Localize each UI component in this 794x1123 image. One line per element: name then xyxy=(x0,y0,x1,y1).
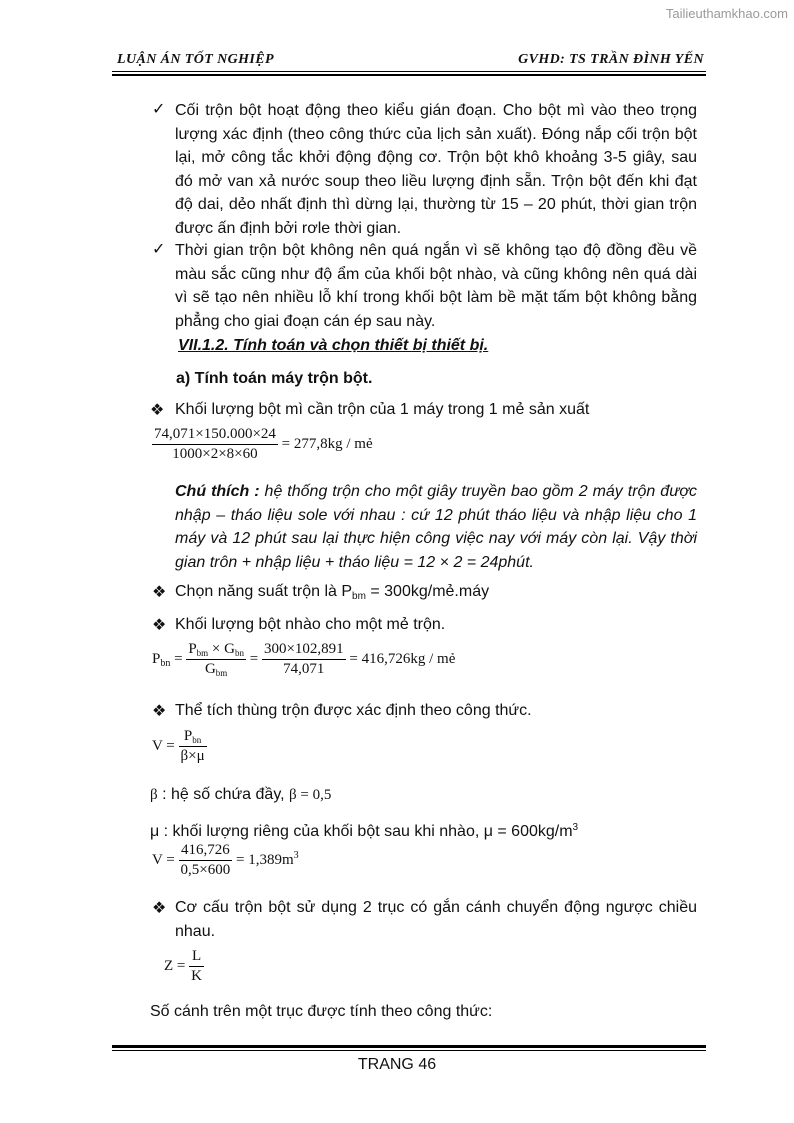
header-left: LUẬN ÁN TỐT NGHIỆP xyxy=(117,52,274,67)
note-label: Chú thích : xyxy=(175,483,260,500)
diamond-bullet-icon: ❖ xyxy=(152,900,167,917)
item-5-text: Cơ cấu trộn bột sử dụng 2 trục có gắn cánh chuyển động ngược chiều nhau. xyxy=(175,899,697,940)
formula-5: Z = $\frac{L}{K}$ xyxy=(164,948,202,984)
formula-1-denominator: 1000×2×8×60 xyxy=(172,446,258,462)
formula-1-result: = 277,8kg / mẻ xyxy=(281,435,373,452)
note-text: hệ thống trộn cho một giây truyền bao gồm 2 máy trộn được nhập – tháo liệu sole với nhau : cứ 12 phút tháo liệu và nhập liệu cho 1 máy và 12 phút sau lại thực hiện công việc nay với máy còn lại. Vậy thời gian trôn + nhập liệu + tháo liệu = 12 × 2 = 24phút. xyxy=(175,483,697,571)
item-1-text: Khối lượng bột mì cần trộn của 1 máy trong 1 mẻ sản xuất xyxy=(175,401,590,418)
check-icon: ✓ xyxy=(152,241,166,258)
diamond-bullet-icon: ❖ xyxy=(152,584,167,601)
item-4-text: Thể tích thùng trộn được xác định theo công thức. xyxy=(175,702,532,719)
last-line: Số cánh trên một trục được tính theo công thức: xyxy=(150,1003,493,1020)
watermark: Tailieuthamkhao.com xyxy=(665,6,788,21)
diamond-bullet-icon: ❖ xyxy=(150,402,165,419)
page-number: TRANG 46 xyxy=(357,1056,437,1073)
item-2-text: Chọn năng suất trộn là $P_{bm}$ = 300kg/mẻ.máy xyxy=(175,583,490,602)
diamond-bullet-icon: ❖ xyxy=(152,617,167,634)
header-rule-thick xyxy=(112,74,706,76)
formula-1-numerator: 74,071×150.000×24 xyxy=(152,426,278,445)
formula-2-result: = 416,726kg / mẻ xyxy=(349,650,456,667)
footer-rule xyxy=(112,1050,706,1051)
check-paragraph-2: Thời gian trộn bột không nên quá ngắn vì sẽ không tạo độ đồng đều về màu sắc cũng như độ ẩm của khối bột nhào, và cũng không nên quá dài vì sẽ tạo nên nhiều lỗ khí trong khối bột làm bề mặt tấm bột không bằng phẳng cho giai đoạn cán ép sau này. xyxy=(175,242,697,330)
check-paragraph-1: Cối trộn bột hoạt động theo kiểu gián đoạn. Cho bột mì vào theo trọng lượng xác định (theo công thức của lịch sản xuất). Đóng nắp cối trộn bột lại, mở công tắc khởi động động cơ. Trộn bột khô khoảng 3-5 giây, sau đó mở van xả nước soup theo liều lượng định sẵn. Trộn bột đến khi đạt độ dai, dẻo nhất định thì dừng lại, thường từ 15 – 20 phút, thời gian trộn được ấn định bởi rơle thời gian. xyxy=(175,102,697,237)
footer-rule-thick xyxy=(112,1045,706,1048)
section-heading: VII.1.2. Tính toán và chọn thiết bị thiết bị. xyxy=(178,337,489,354)
header-rule xyxy=(112,71,706,72)
formula-3: V = $\frac{P_{bn}}{\beta\times\mu}$ xyxy=(152,728,205,764)
formula-1 xyxy=(152,426,373,463)
subheading: a) Tính toán máy trộn bột. xyxy=(176,370,373,387)
note-paragraph xyxy=(175,480,697,574)
check-icon: ✓ xyxy=(152,101,166,118)
header-right: GVHD: TS TRẦN ĐÌNH YẾN xyxy=(518,52,704,67)
mu-line: μ : khối lượng riêng của khối bột sau khi nhào, $\mu = 600kg/m^3$ xyxy=(150,822,579,840)
beta-line: β : hệ số chứa đầy, β = 0,5 xyxy=(150,786,332,803)
formula-4: V = $\frac{416,726}{0,5\times 600}$ = $1,389m^3$ xyxy=(152,842,299,878)
item-3-text: Khối lượng bột nhào cho một mẻ trộn. xyxy=(175,616,446,633)
diamond-bullet-icon: ❖ xyxy=(152,703,167,720)
formula-2: $P_{bn}$ = $\frac{P_{bm} \times G_{bn}}{G_{bm}}$ = $\frac{300\times 102,891}{74,071}$ = 416,726kg / mẻ xyxy=(152,641,456,678)
